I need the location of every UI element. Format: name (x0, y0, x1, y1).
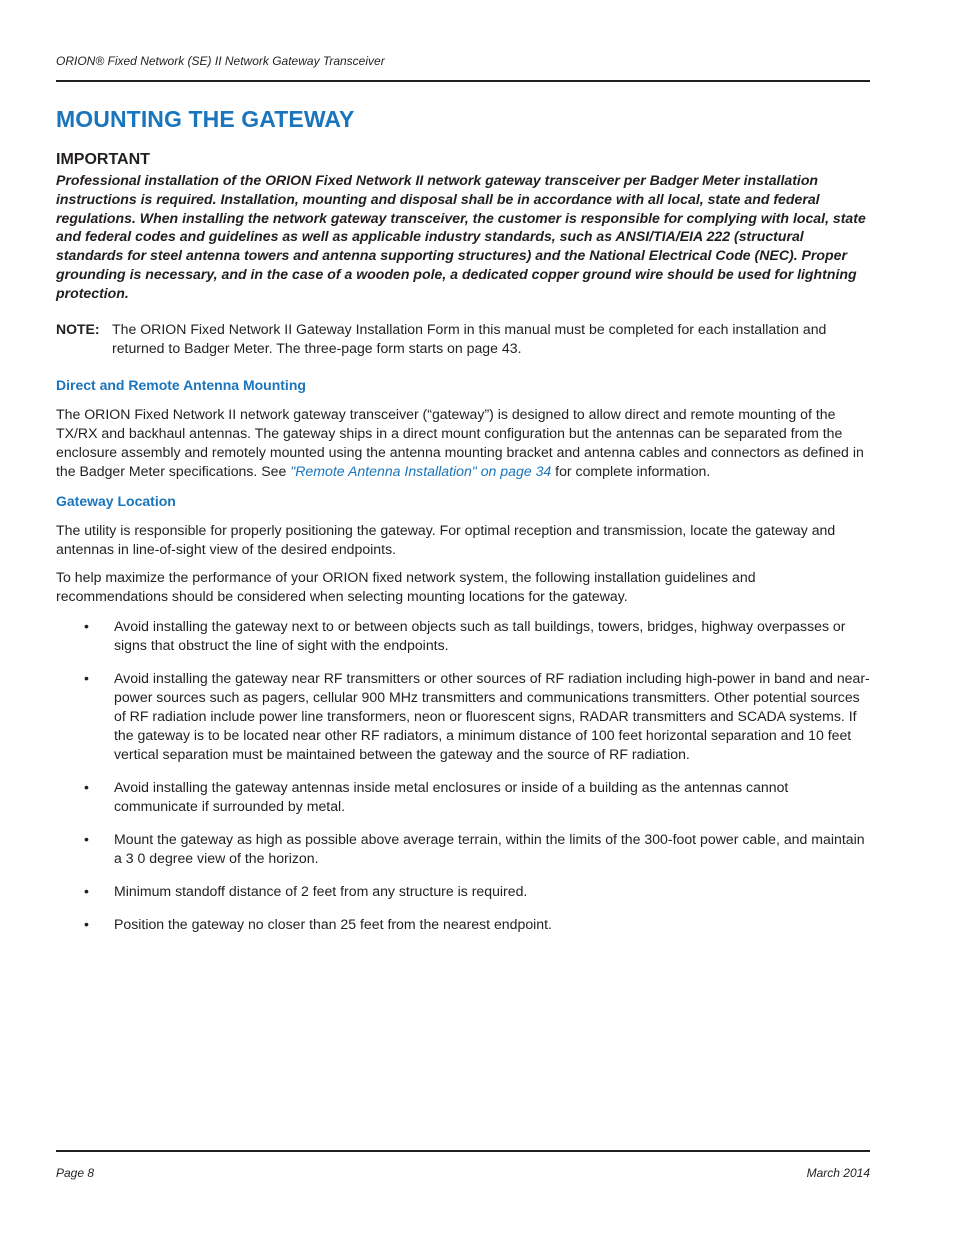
antenna-text-before: The ORION Fixed Network II network gateway transceiver (“gateway”) is designed to allow direct and remote mounting of the TX/RX and backhaul antennas. The gateway ships in a direct mount configuration but the antennas can be separated from the enclosure assembly and remotely mounted using the antenna mounting bracket and antenna cables and connectors as defined in the Badger Meter specifications. See (56, 405, 864, 479)
important-heading: IMPORTANT (56, 151, 150, 168)
bullet-icon: • (84, 882, 89, 899)
list-item-text: Avoid installing the gateway antennas inside metal enclosures or inside of a building as the antennas cannot communicate if surrounded by metal. (114, 778, 789, 814)
list-item (56, 669, 870, 764)
list-item-text: Avoid installing the gateway next to or between objects such as tall buildings, towers, bridges, highway overpasses or signs that obstruct the line of sight with the endpoints. (114, 617, 846, 653)
list-item-text: Mount the gateway as high as possible above average terrain, within the limits of the 300-foot power cable, and maintain a 3 0 degree view of the horizon. (114, 830, 865, 866)
list-item-text: Minimum standoff distance of 2 feet from any structure is required. (114, 882, 528, 899)
list-item-text: Position the gateway no closer than 25 feet from the nearest endpoint. (114, 915, 552, 932)
antenna-mounting-paragraph (56, 405, 870, 481)
bullet-icon: • (84, 915, 89, 932)
bullet-icon: • (84, 830, 89, 847)
remote-antenna-link[interactable]: "Remote Antenna Installation" on page 34 (290, 462, 552, 479)
antenna-mounting-heading: Direct and Remote Antenna Mounting (56, 376, 306, 393)
location-paragraph-2: To help maximize the performance of your ORION fixed network system, the following installation guidelines and recommendations should be considered when selecting mounting locations for the gateway. (56, 568, 756, 604)
page-number: Page 8 (56, 1166, 95, 1180)
publication-date: March 2014 (806, 1166, 870, 1180)
footer-rule (56, 1150, 870, 1152)
list-item (56, 915, 870, 934)
header-rule (56, 80, 870, 82)
list-item-text: Avoid installing the gateway near RF transmitters or other sources of RF radiation including high-power in band and near-power sources such as pagers, cellular 900 MHz transmitters and communications transmitters. Other potential sources of RF radiation include power line transformers, neon or fluorescent signs, RADAR transmitters and SCADA systems. If the gateway is to be located near other RF radiators, a minimum distance of 100 feet horizontal separation and 10 feet vertical separation must be maintained between the gateway and the source of RF radiation. (114, 669, 870, 762)
guidelines-list (56, 617, 870, 934)
main-content (56, 150, 870, 948)
running-head: ORION® Fixed Network (SE) II Network Gateway Transceiver (56, 54, 385, 68)
important-body: Professional installation of the ORION Fixed Network II network gateway transceiver per Badger Meter installation instructions is required. Installation, mounting and disposal shall be in accordance with all local, state and federal regulations. When installing the network gateway transceiver, the customer is responsible for complying with local, state and federal codes and guidelines as well as applicable industry standards, such as ANSI/TIA/EIA 222 (structural standards for steel antenna towers and antenna supporting structures) and the National Electrical Code (NEC). Proper grounding is necessary, and in the case of a wooden pole, a dedicated copper ground wire should be used for lightning protection. (56, 172, 866, 301)
note-label: NOTE: (56, 320, 100, 337)
list-item (56, 617, 870, 655)
gateway-location-heading: Gateway Location (56, 492, 176, 509)
antenna-text-after: for complete information. (551, 462, 711, 479)
list-item (56, 882, 870, 901)
bullet-icon: • (84, 617, 89, 634)
bullet-icon: • (84, 669, 89, 686)
page-title: MOUNTING THE GATEWAY (56, 106, 355, 132)
note-text: The ORION Fixed Network II Gateway Installation Form in this manual must be completed for each installation and returned to Badger Meter. The three-page form starts on page 43. (112, 320, 827, 356)
important-block (56, 150, 870, 303)
note-block (56, 320, 870, 358)
bullet-icon: • (84, 778, 89, 795)
location-paragraph-1: The utility is responsible for properly positioning the gateway. For optimal reception and transmission, locate the gateway and antennas in line-of-sight view of the desired endpoints. (56, 521, 836, 557)
list-item (56, 830, 870, 868)
list-item (56, 778, 870, 816)
